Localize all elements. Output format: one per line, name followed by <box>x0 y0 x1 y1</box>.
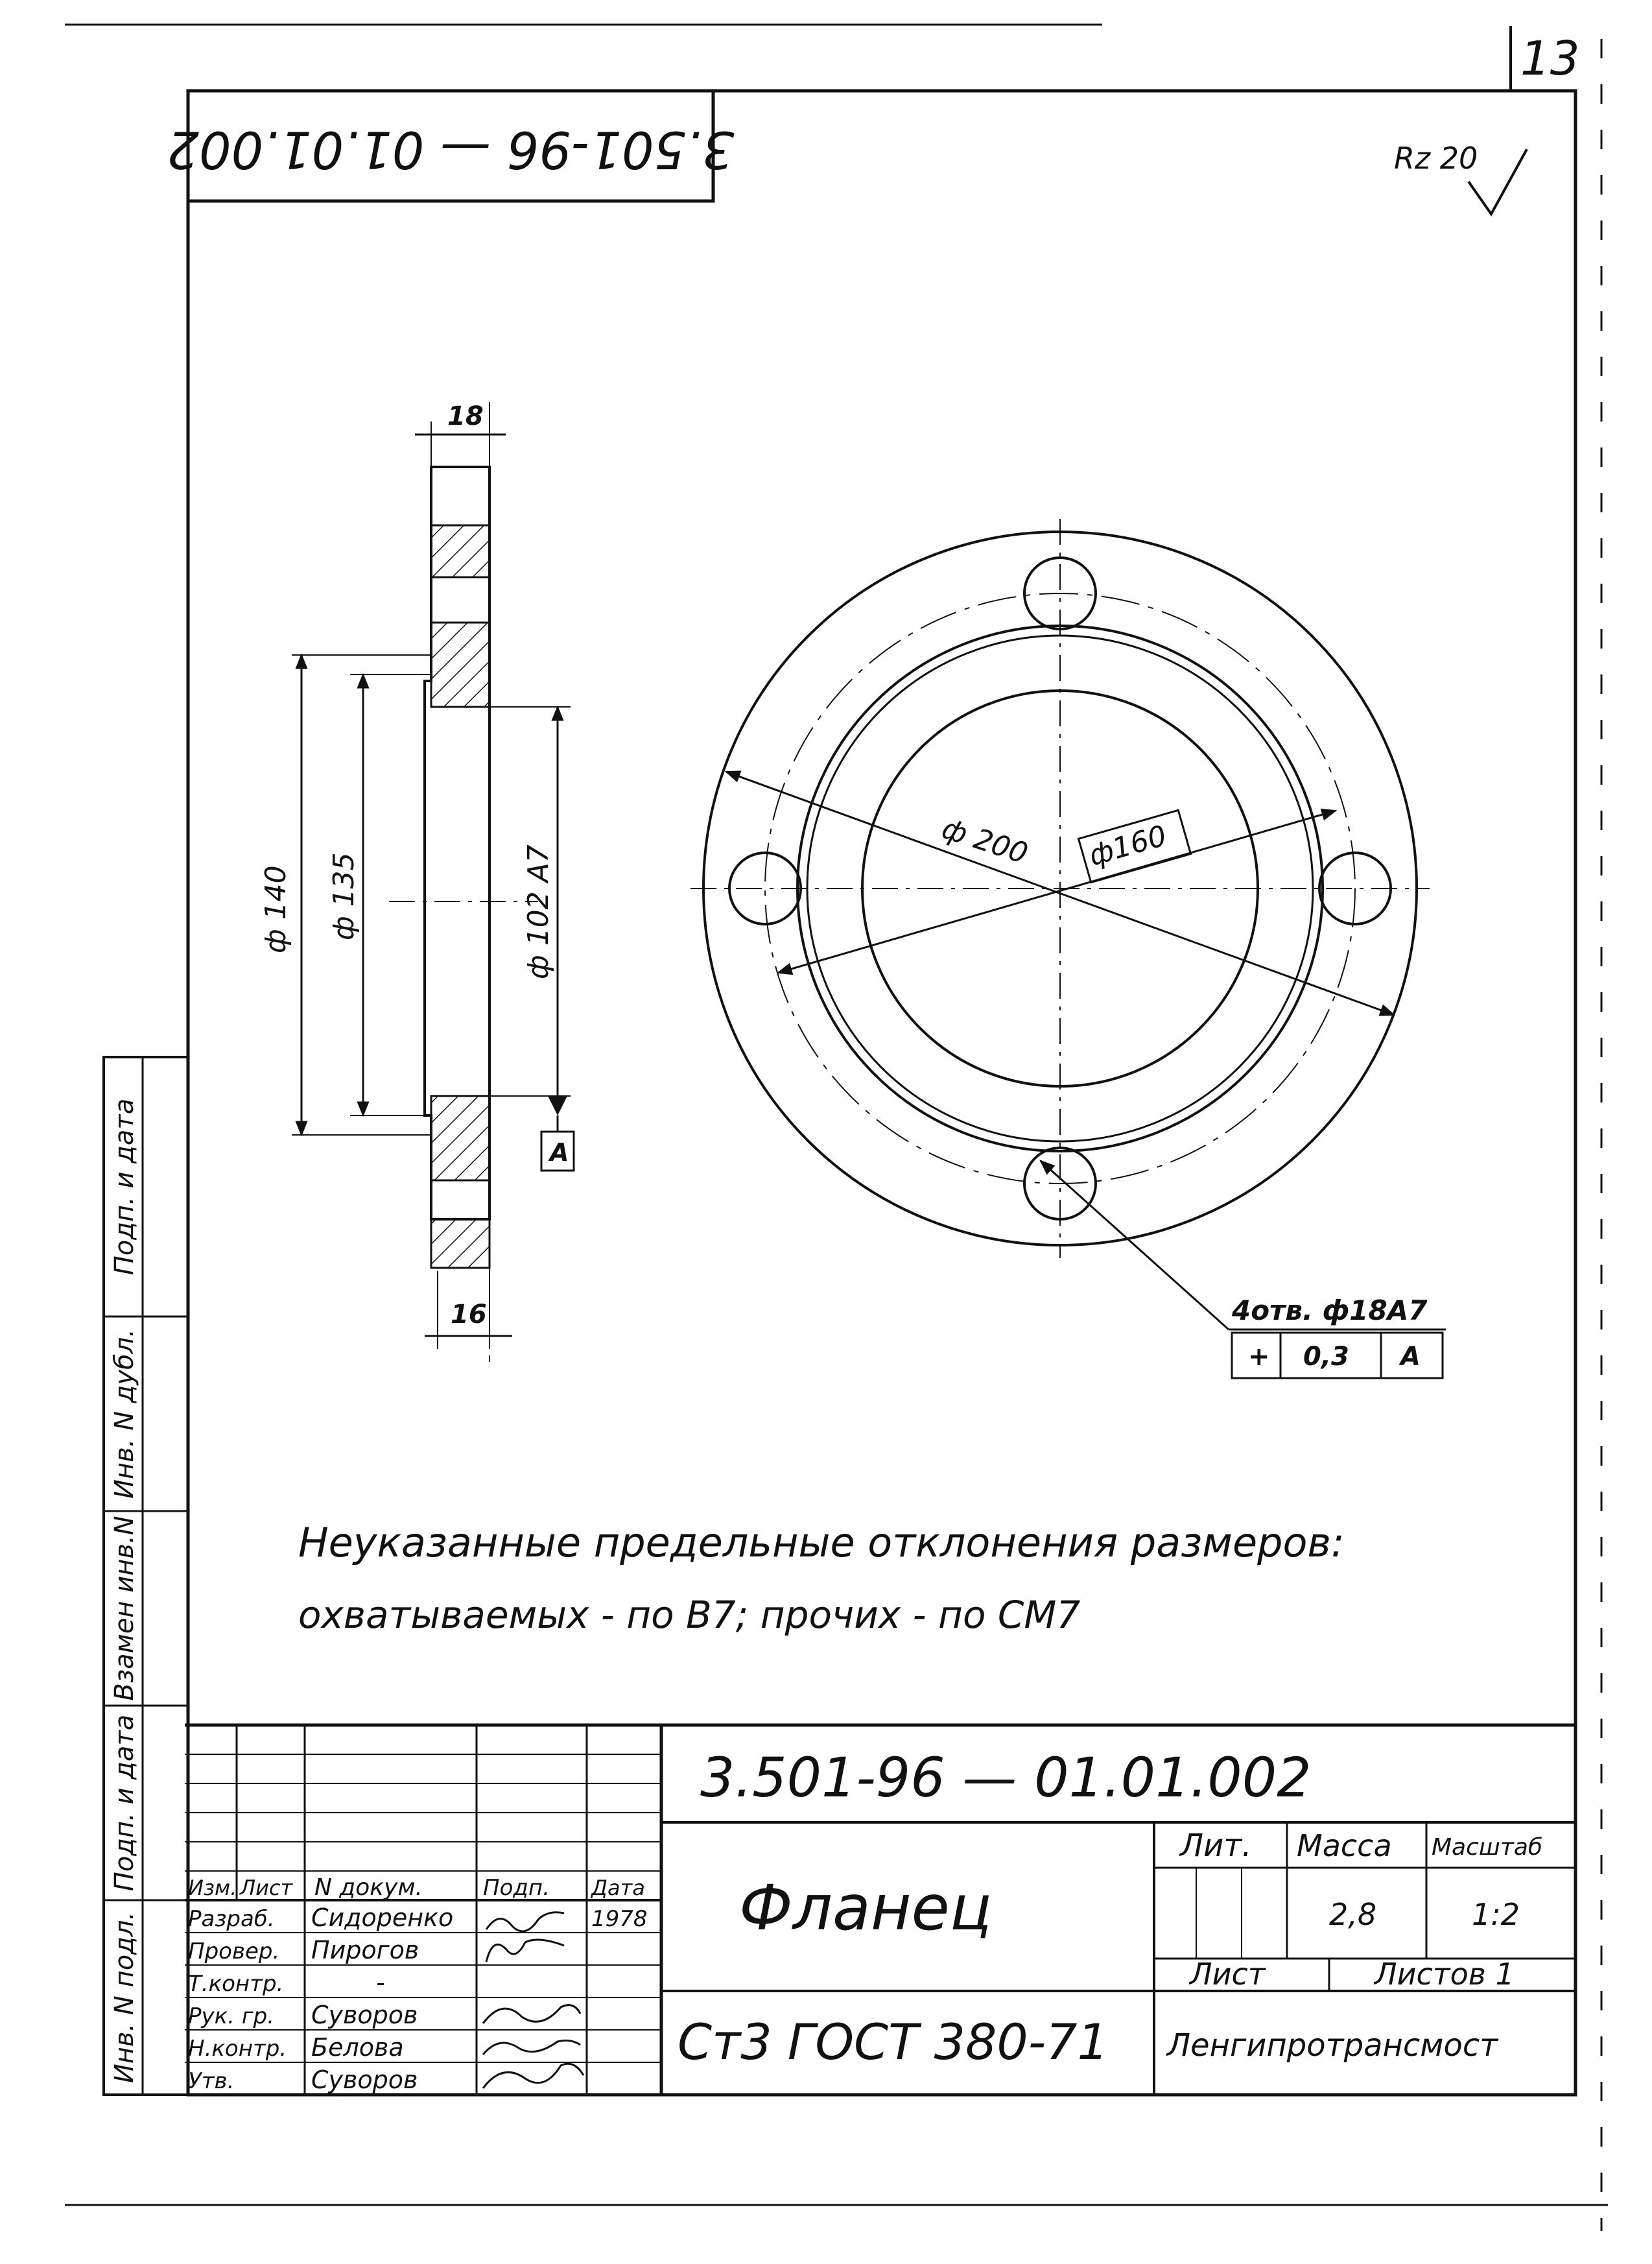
sig-role-3: Т.контр. <box>188 1971 284 1997</box>
sheets-label: Листов 1 <box>1375 1957 1515 1992</box>
holes-callout: 4отв. ф18А7 <box>1232 1294 1428 1326</box>
dim-middle-section: ф 135 <box>327 852 360 940</box>
hdr-data: Дата <box>591 1876 645 1900</box>
hdr-izm: Изм. <box>188 1876 237 1900</box>
hatch-bottom-hub <box>431 1096 490 1180</box>
mass-label: Масса <box>1297 1828 1392 1863</box>
tolerance-symbol: + <box>1248 1342 1270 1372</box>
sig-name-3: - <box>376 1968 385 1997</box>
front-view <box>690 519 1446 1378</box>
strip-inv-podl: Инв. N подл. <box>110 1911 139 2084</box>
roughness-symbol <box>1394 141 1527 214</box>
left-strip <box>104 1057 188 2095</box>
dim-thickness-bottom: 16 <box>451 1300 487 1329</box>
dim-thickness-top: 18 <box>447 401 484 431</box>
hatch-top-hub <box>431 623 490 707</box>
hatch-top-rim <box>431 525 490 577</box>
dim-outer-front: ф 200 <box>938 811 1032 871</box>
strip-inv-dubl: Инв. N дубл. <box>110 1329 139 1499</box>
organization: Ленгипротрансмост <box>1167 2027 1498 2064</box>
datum-letter: А <box>550 1138 569 1167</box>
dim-bolt-circle: ф160 <box>1085 819 1170 873</box>
signature-scribble-4 <box>483 2005 580 2023</box>
dim-bore-section: ф 102 А7 <box>522 844 555 979</box>
top-stamp-text: 3.501-96 — 01.01.002 <box>167 119 735 178</box>
hdr-list: Лист <box>240 1876 293 1900</box>
roughness-label: Rz 20 <box>1394 141 1478 176</box>
tolerance-datum: А <box>1400 1342 1421 1372</box>
sheet-label: Лист <box>1190 1957 1266 1992</box>
sig-name-4: Суворов <box>311 2001 418 2029</box>
signature-scribble-6 <box>483 2064 584 2088</box>
material: Ст3 ГОСТ 380-71 <box>678 2013 1109 2071</box>
title-block <box>185 1725 1575 2095</box>
sig-name-5: Белова <box>311 2033 404 2062</box>
section-view <box>259 401 574 1362</box>
strip-podp-data-1: Подп. и дата <box>110 1714 139 1892</box>
sig-role-1: Разраб. <box>188 1906 275 1932</box>
hdr-ndokum: N докум. <box>314 1874 423 1901</box>
sig-role-2: Провер. <box>188 1938 280 1964</box>
mass-value: 2,8 <box>1329 1897 1377 1932</box>
designation: 3.501-96 — 01.01.002 <box>700 1746 1312 1809</box>
part-name: Фланец <box>739 1872 992 1944</box>
note-line-1: Неуказанные предельные отклонения размеров: <box>298 1519 1345 1566</box>
sig-name-1: Сидоренко <box>311 1903 454 1932</box>
sig-name-2: Пирогов <box>311 1936 419 1964</box>
dim-outer-section: ф 140 <box>259 865 292 953</box>
sig-role-6: Утв. <box>188 2068 235 2094</box>
datum-triangle <box>548 1096 567 1115</box>
sig-role-4: Рук. гр. <box>188 2003 275 2029</box>
sig-date-1: 1978 <box>591 1906 648 1932</box>
signature-scribble-5 <box>483 2040 580 2055</box>
sig-name-6: Суворов <box>311 2066 418 2094</box>
lit-label: Лит. <box>1180 1828 1252 1864</box>
page-number: 13 <box>1520 31 1580 86</box>
sig-role-5: Н.контр. <box>188 2036 287 2062</box>
scale-value: 1:2 <box>1472 1897 1520 1932</box>
signature-scribble-1 <box>486 1912 564 1931</box>
scale-label: Масштаб <box>1432 1834 1543 1861</box>
strip-vzamen: Взамен инв.N <box>110 1516 139 1701</box>
hdr-podp: Подп. <box>483 1875 550 1901</box>
strip-podp-data-2: Подп. и дата <box>110 1098 139 1276</box>
hatch-bottom-rim <box>431 1219 490 1268</box>
tolerance-value: 0,3 <box>1303 1342 1349 1372</box>
note-line-2: охватываемых - по В7; прочих - по СМ7 <box>298 1593 1081 1637</box>
signature-scribble-2 <box>486 1940 564 1962</box>
